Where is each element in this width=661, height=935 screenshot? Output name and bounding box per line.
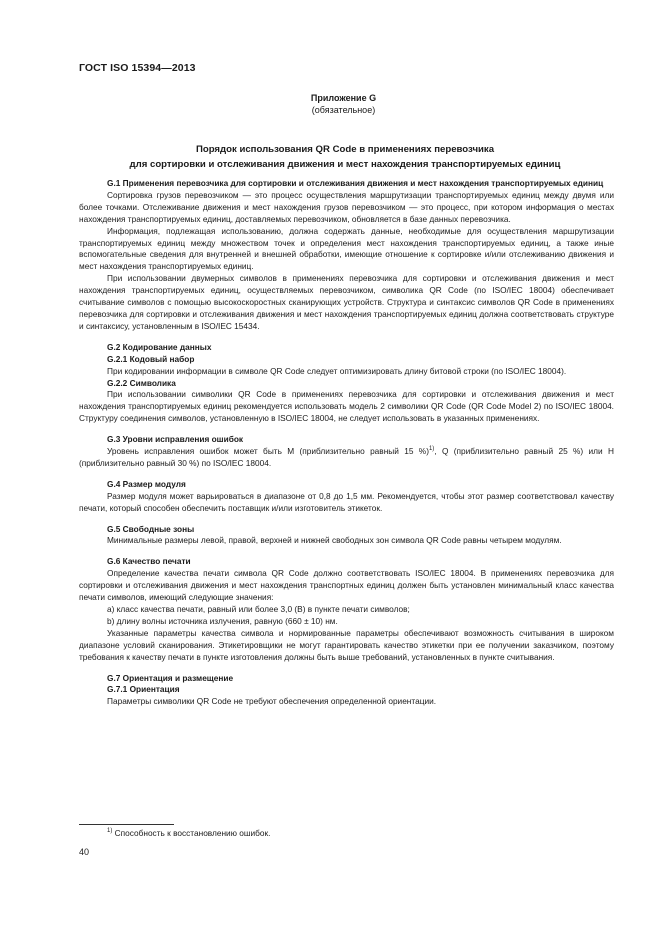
footnote-mark: 1) [107, 828, 113, 835]
section-g71-text: Параметры символики QR Code не требуют обеспечения определенной ориентации. [107, 696, 437, 707]
footnote [107, 828, 270, 838]
section-g22-text: При использовании символики QR Code в применениях перевозчика для сортировки и отслеживания движения и мест нахождения транспортируемых единиц рекомендуется использовать модель 2 символики QR Code (QR Code Model 2) по ISO/IEC 18004. Структуру соединения символов, установленную в ISO/IEC 18004, не следует использовать в указанных применениях. [79, 389, 614, 424]
appendix-name: Приложение G [310, 93, 377, 103]
footnote-divider [79, 824, 174, 825]
section-g5-text: Минимальные размеры левой, правой, верхней и нижней свободных зон символа QR Code равны четырем модулям. [107, 535, 562, 546]
section-g4-text: Размер модуля может варьироваться в диапазоне от 0,8 до 1,5 мм. Рекомендуется, чтобы этот размер соответствовал качеству печати, который способен обеспечить поставщик и/или изготовитель этикеток. [79, 490, 614, 513]
section-g71-heading: G.7.1 Ориентация [107, 684, 180, 695]
section-g6-item-a: a) класс качества печати, равный или более 3,0 (В) в пункте печати символов; [107, 604, 410, 614]
section-g1-heading: G.1 Применения перевозчика для сортировки и отслеживания движения и мест нахождения транспортируемых единиц [107, 178, 604, 188]
section-g3-text-b: , Q (приблизительно равный 25 %) или Н (приблизительно равный 30 %) по ISO/IEC 18004. [79, 446, 614, 468]
section-g5-heading: G.5 Свободные зоны [107, 523, 195, 534]
appendix-status: (обязательное) [311, 105, 376, 115]
section-g21-heading: G.2.1 Кодовый набор [107, 353, 195, 364]
section-g6-heading: G.6 Качество печати [107, 556, 191, 567]
section-g6-item-b: b) длину волны источника излучения, равную (660 ± 10) нм. [107, 615, 338, 626]
footnote-text: Способность к восстановлению ошибок. [112, 828, 271, 838]
section-g3-text-a: Уровень исправления ошибок может быть М (приблизительно равный 15 %) [107, 446, 429, 457]
section-g21-text: При кодировании информации в символе QR Code следует оптимизировать длину битовой строки (по ISO/IEC 18004). [107, 365, 567, 376]
section-g1-paragraph-3: При использовании двумерных символов в применениях перевозчика для сортировки и отслеживания движения и мест нахождения транспортируемых единиц, осуществляемых перевозчиком, символика QR Code (по ISO/IEC 18004) обеспечивает считывание символов с помощью высокоскоростных сканирующих устройств. Структура и синтаксис символов QR Code в применениях перевозчика для сортировки и отслеживания движения и мест нахождения транспортируемых единиц должна соответствовать структуре и синтаксису, установленным в ISO/IEC 15434. [79, 273, 614, 331]
section-g3-heading: G.3 Уровни исправления ошибок [107, 434, 244, 445]
page-number: 40 [79, 847, 90, 857]
section-g7-heading: G.7 Ориентация и размещение [107, 672, 234, 683]
footnote-reference: 1) [428, 446, 435, 453]
section-g6-text: Определение качества печати символа QR Code должно соответствовать ISO/IEC 18004. В применениях перевозчика для сортировки и отслеживания движения и мест нахождения транспортных единиц должен быть установлен минимальный класс качества печати символов, имеющий следующие значения: [79, 568, 614, 603]
section-g1-paragraph-2: Информация, подлежащая использованию, должна содержать данные, необходимые для осуществления маршрутизации транспортируемых единиц между множеством точек и определения мест нахождения транспортируемых единиц, а также иные вспомогательные сведения для внутренней и внешней обработки, имеющие отношение к сортировке и/или отслеживанию движения и мест нахождения транспортируемых единиц. [79, 225, 614, 272]
section-g3-text [79, 446, 614, 470]
appendix-title-line-1: Порядок использования QR Code в применениях перевозчика [195, 144, 495, 155]
section-g6-text-2: Указанные параметры качества символа и нормированные параметры обеспечивают возможность считывания в широком диапазоне условий сканирования. Этикетировщики не могут гарантировать качество этикетки при ее получении заказчиком, поэтому требования к качеству печати в пункте изготовления должны быть выше требований, установленных в пункте считывания. [79, 627, 614, 662]
document-header: ГОСТ ISO 15394—2013 [79, 62, 196, 74]
section-g2-heading: G.2 Кодирование данных [107, 341, 212, 352]
section-g4-heading: G.4 Размер модуля [107, 478, 186, 489]
document-body [79, 178, 614, 708]
section-g1-paragraph-1: Сортировка грузов перевозчиком — это процесс осуществления маршрутизации транспортируемых единиц между двумя или более точками. Отслеживание движения и мест нахождения грузов перевозчиком — это процесс, при котором информация о местах нахождения транспортируемых единиц, доставляемых перевозчиком, обновляется в базе данных перевозчика. [79, 189, 614, 224]
appendix-title-line-2: для сортировки и отслеживания движения и мест нахождения транспортируемых единиц [129, 159, 561, 170]
section-g22-heading: G.2.2 Символика [107, 377, 176, 388]
